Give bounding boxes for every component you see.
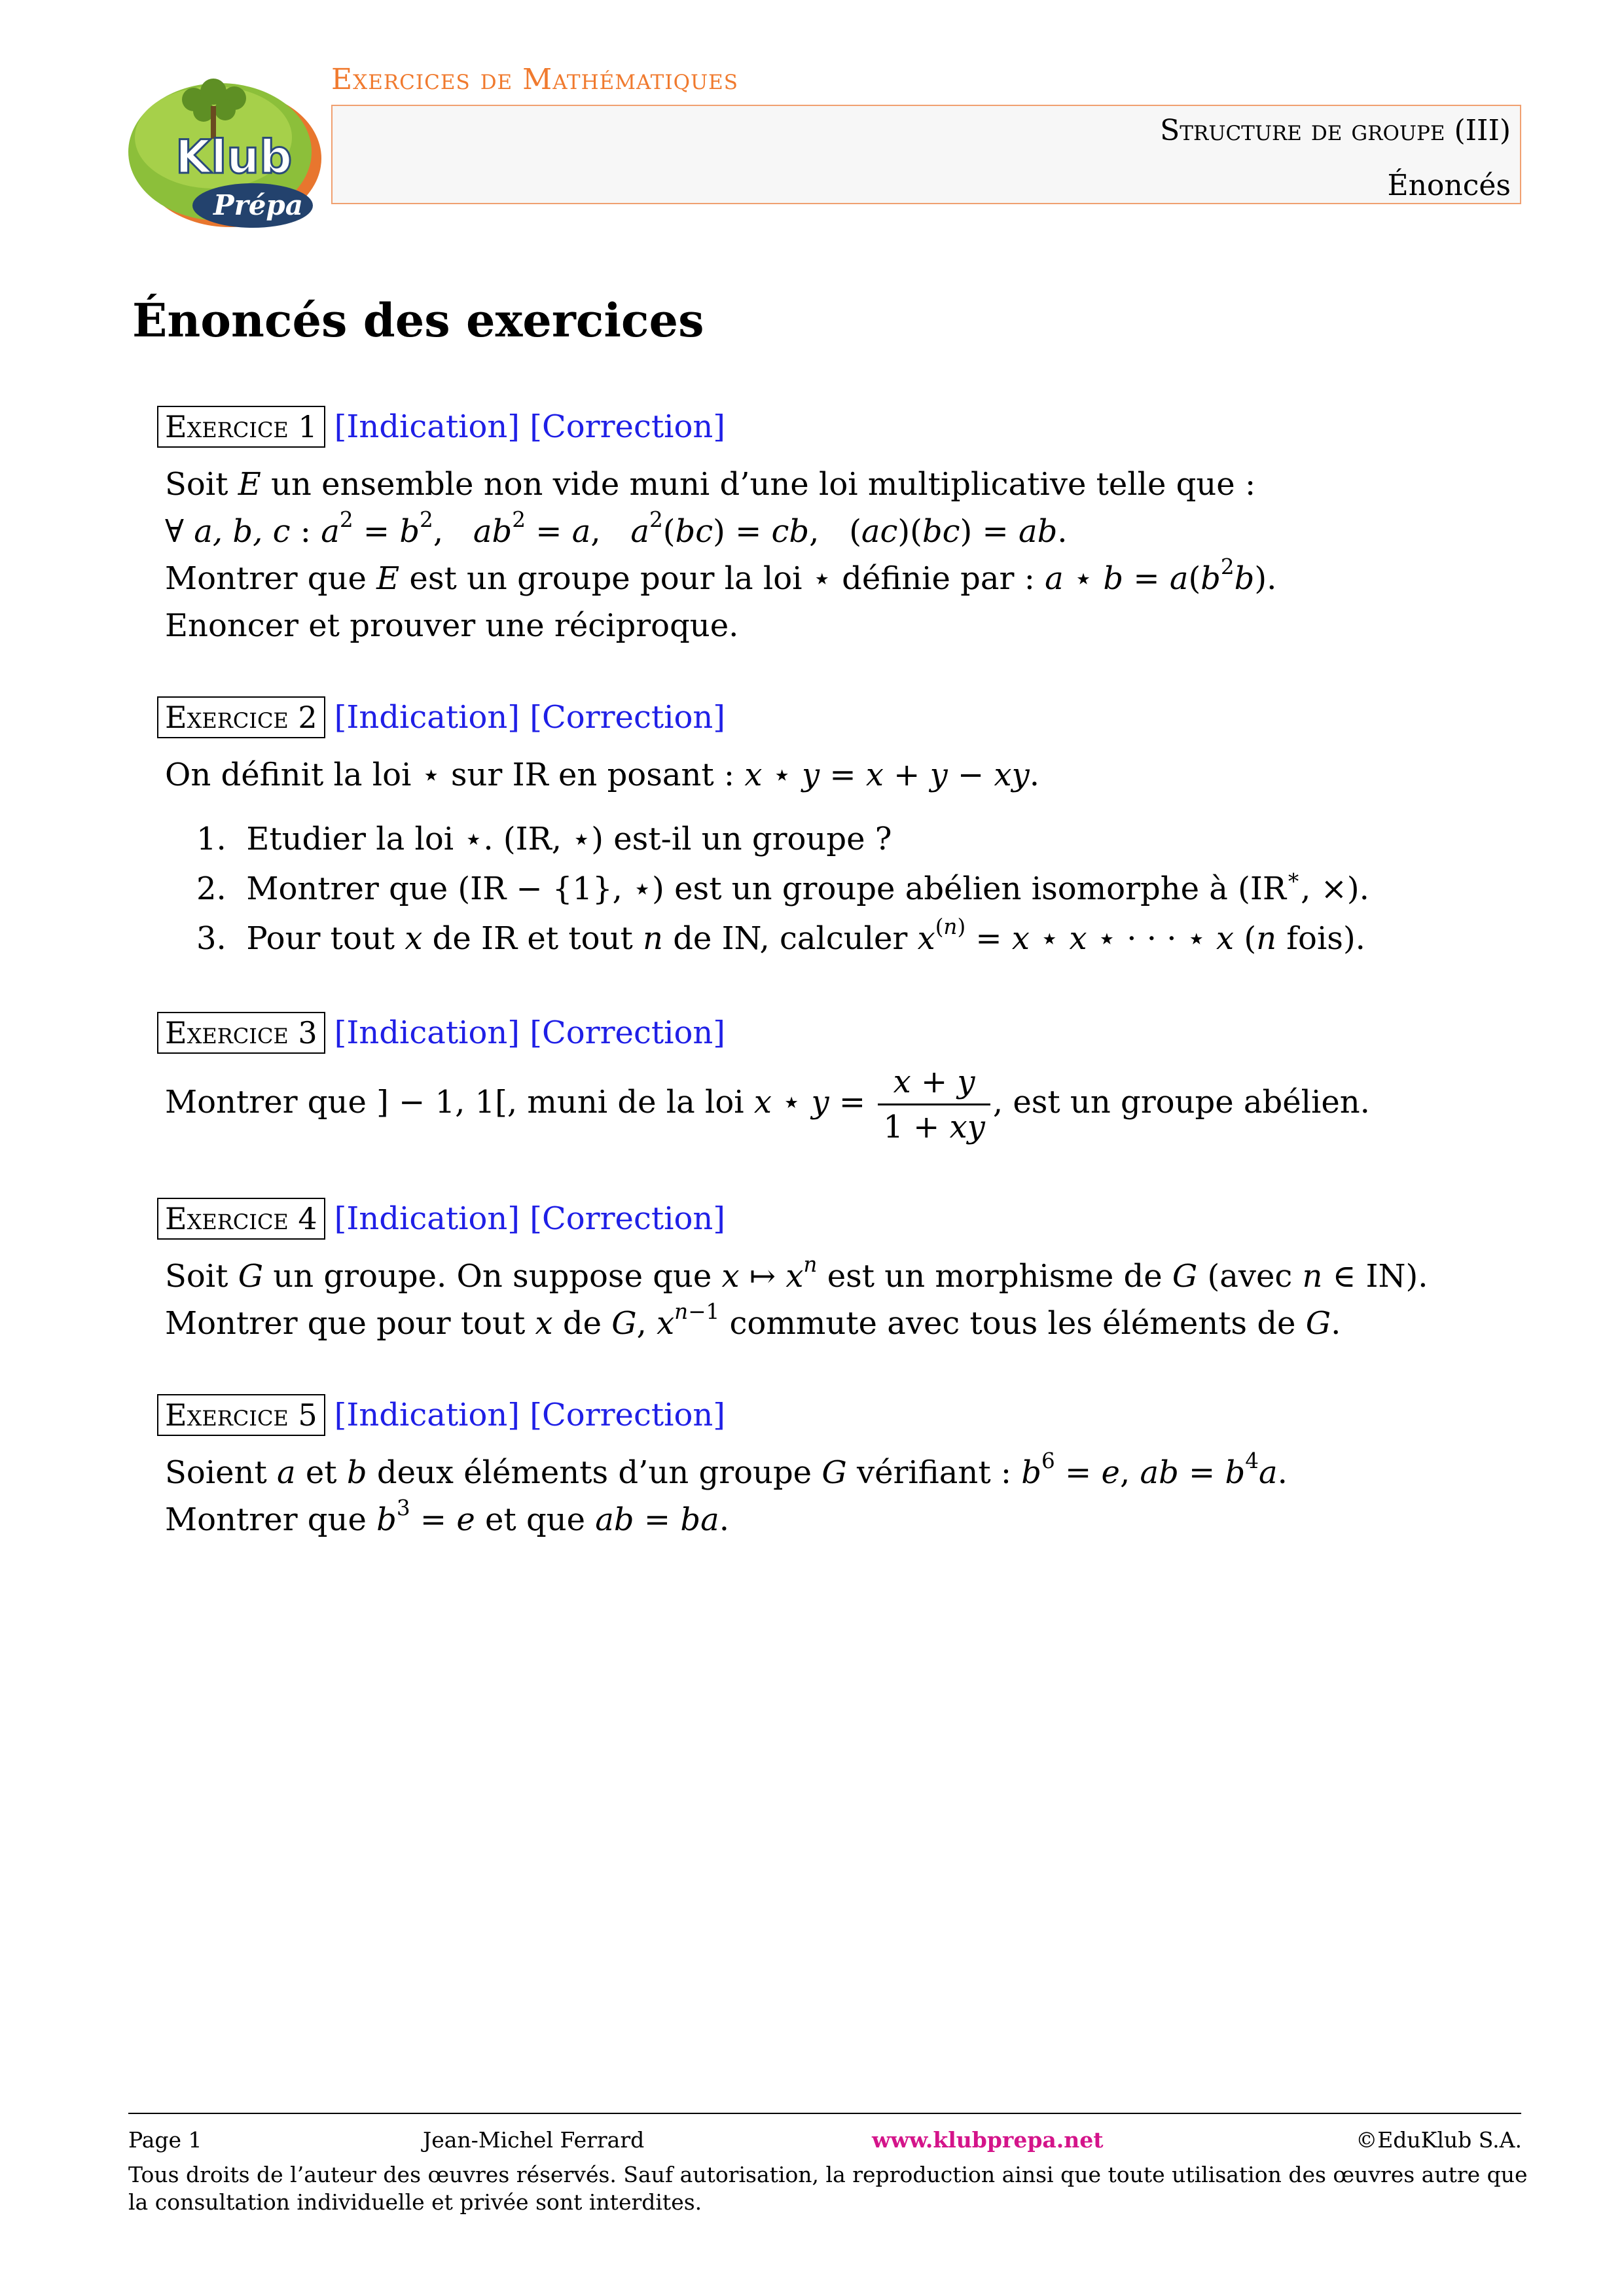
header-section: Énoncés [1387, 169, 1511, 202]
exercise-1-line-1: Soit E un ensemble non vide muni d’une loi multiplicative telle que : [165, 466, 1256, 503]
exercise-2-item-1: 1. Etudier la loi ⋆. (IR, ⋆) est-il un groupe ? [196, 821, 892, 857]
exercise-2-item-3: 3. Pour tout x de IR et tout n de IN, calculer $x^{(n)} = x$ ⋆ x ⋆ · · · ⋆ x (n fois). [196, 914, 1365, 957]
footer-rule [128, 2113, 1521, 2114]
exercise-1-header [157, 406, 725, 448]
exercise-1-line-4: Enoncer et prouver une réciproque. [165, 607, 739, 644]
header-subject: Structure de groupe (III) [1160, 114, 1511, 147]
exercise-5-correction-link[interactable]: [Correction] [530, 1397, 726, 1433]
exercise-4-label: Exercice 4 [157, 1198, 325, 1240]
footer-author: Jean-Michel Ferrard [423, 2127, 645, 2153]
exercise-2-indication-link[interactable]: [Indication] [334, 699, 520, 736]
exercise-5-header [157, 1394, 725, 1436]
exercise-2-header [157, 696, 725, 738]
exercise-3-fraction: $\frac{x + y}{1 + xy}$ [878, 1060, 990, 1149]
exercise-4-indication-link[interactable]: [Indication] [334, 1200, 520, 1237]
footer-page: Page 1 [128, 2127, 202, 2153]
exercise-3-line-1: Montrer que ] − 1, 1[, muni de la loi x ⋆ y = $\frac{x + y}{1 + xy}$ , est un groupe abélien. [165, 1060, 1370, 1149]
exercise-2-line-1: On définit la loi ⋆ sur IR en posant : x ⋆ y = x + y − xy. [165, 757, 1039, 793]
exercise-5-label: Exercice 5 [157, 1394, 325, 1436]
footer-website-link[interactable]: www.klubprepa.net [872, 2127, 1104, 2153]
svg-text:Prépa: Prépa [213, 189, 304, 221]
exercise-5-line-1: Soient a et b deux éléments d’un groupe G vérifiant : $b^6 = e$, ab = $b^4a$. [165, 1448, 1288, 1491]
exercise-1-indication-link[interactable]: [Indication] [334, 408, 520, 445]
header-box [331, 105, 1521, 204]
exercise-4-line-1: Soit G un groupe. On suppose que x ↦ $x^n$ est un morphisme de G (avec n ∈ IN). [165, 1252, 1428, 1295]
klubprepa-logo [115, 60, 325, 230]
exercise-3-correction-link[interactable]: [Correction] [530, 1014, 726, 1051]
exercise-4-correction-link[interactable]: [Correction] [530, 1200, 726, 1237]
exercise-1-label: Exercice 1 [157, 406, 325, 448]
exercise-1-line-2: ∀ a, b, c : $a^2 = b^2$, $ab^2 = a$, $a^2(bc)$ = cb, (ac)(bc) = ab. [165, 507, 1068, 550]
exercise-4-line-2: Montrer que pour tout x de G, $x^{n-1}$ commute avec tous les éléments de G. [165, 1299, 1341, 1342]
exercise-2-item-2: 2. Montrer que (IR − {1}, ⋆) est un groupe abélien isomorphe à (IR∗, ×). [196, 865, 1369, 907]
exercise-2-label: Exercice 2 [157, 696, 325, 738]
footer-note: Tous droits de l’auteur des œuvres réservés. Sauf autorisation, la reproduction ainsi que toute utilisation des œuvres autre que la consultation individuelle et privée sont interdites. [128, 2162, 1528, 2215]
exercise-3-indication-link[interactable]: [Indication] [334, 1014, 520, 1051]
exercise-1-correction-link[interactable]: [Correction] [530, 408, 726, 445]
exercise-3-header [157, 1012, 725, 1054]
exercise-4-header [157, 1198, 725, 1240]
page-title: Énoncés des exercices [132, 293, 704, 348]
exercise-5-indication-link[interactable]: [Indication] [334, 1397, 520, 1433]
exercise-2-correction-link[interactable]: [Correction] [530, 699, 726, 736]
exercise-3-label: Exercice 3 [157, 1012, 325, 1054]
exercise-5-line-2: Montrer que $b^3 = e$ et que ab = ba. [165, 1496, 729, 1538]
header-brand: Exercices de Mathématiques [331, 63, 739, 96]
svg-text:Klub: Klub [175, 130, 293, 184]
footer-copyright: ©EduKlub S.A. [1356, 2127, 1522, 2153]
exercise-1-line-3: Montrer que E est un groupe pour la loi ⋆ définie par : a ⋆ $b = a(b^2b)$. [165, 554, 1277, 597]
